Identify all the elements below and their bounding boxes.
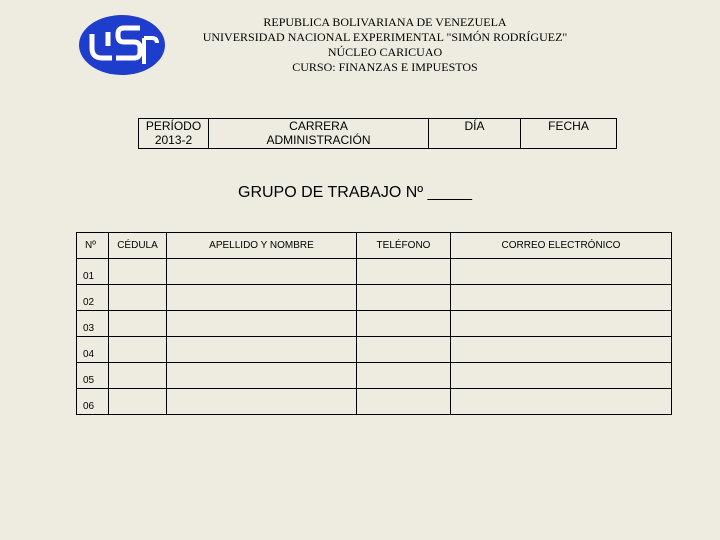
header-line-2: UNIVERSIDAD NACIONAL EXPERIMENTAL "SIMÓN RODRÍGUEZ" <box>202 30 568 44</box>
table-row <box>77 285 672 311</box>
apellido-nombre-cell[interactable] <box>167 285 357 311</box>
table-row <box>77 363 672 389</box>
header-line-4: CURSO: FINANZAS E IMPUESTOS <box>292 60 478 74</box>
correo-cell[interactable] <box>451 259 672 285</box>
row-number: 06 <box>77 389 109 415</box>
periodo-value: 2013-2 <box>154 133 193 147</box>
column-header-telefono: TELÉFONO <box>357 233 451 259</box>
cedula-cell[interactable] <box>109 285 167 311</box>
table-row <box>77 389 672 415</box>
telefono-cell[interactable] <box>357 363 451 389</box>
row-number: 03 <box>77 311 109 337</box>
cedula-cell[interactable] <box>109 311 167 337</box>
cedula-cell[interactable] <box>109 363 167 389</box>
periodo-cell <box>139 119 209 149</box>
row-number: 02 <box>77 285 109 311</box>
course-info-table <box>138 118 617 149</box>
apellido-nombre-cell[interactable] <box>167 259 357 285</box>
header-line-3: NÚCLEO CARICUAO <box>327 45 443 59</box>
telefono-cell[interactable] <box>357 389 451 415</box>
row-number: 04 <box>77 337 109 363</box>
correo-cell[interactable] <box>451 285 672 311</box>
apellido-nombre-cell[interactable] <box>167 389 357 415</box>
header-line-1: REPUBLICA BOLIVARIANA DE VENEZUELA <box>263 15 507 29</box>
column-header-correo: CORREO ELECTRÓNICO <box>451 233 672 259</box>
fecha-label: FECHA <box>548 119 589 133</box>
correo-cell[interactable] <box>451 337 672 363</box>
cedula-cell[interactable] <box>109 259 167 285</box>
dia-label: DÍA <box>464 119 485 133</box>
column-header-cedula: CÉDULA <box>109 233 167 259</box>
correo-cell[interactable] <box>451 389 672 415</box>
periodo-label: PERÍODO <box>145 119 202 133</box>
telefono-cell[interactable] <box>357 337 451 363</box>
table-row <box>77 259 672 285</box>
apellido-nombre-cell[interactable] <box>167 363 357 389</box>
carrera-cell <box>209 119 429 149</box>
document-header <box>160 15 610 75</box>
apellido-nombre-cell[interactable] <box>167 337 357 363</box>
table-row <box>77 311 672 337</box>
telefono-cell[interactable] <box>357 311 451 337</box>
table-row <box>77 337 672 363</box>
row-number: 01 <box>77 259 109 285</box>
column-header-apellido-nombre: APELLIDO Y NOMBRE <box>167 233 357 259</box>
fecha-cell[interactable] <box>521 119 617 149</box>
row-number: 05 <box>77 363 109 389</box>
cedula-cell[interactable] <box>109 337 167 363</box>
group-title: GRUPO DE TRABAJO Nº _____ <box>238 184 473 201</box>
roster-header-row <box>77 233 672 259</box>
column-header-numero: Nº <box>77 233 109 259</box>
carrera-value: ADMINISTRACIÓN <box>266 133 371 147</box>
correo-cell[interactable] <box>451 363 672 389</box>
apellido-nombre-cell[interactable] <box>167 311 357 337</box>
carrera-label: CARRERA <box>289 119 348 133</box>
dia-cell[interactable] <box>429 119 521 149</box>
correo-cell[interactable] <box>451 311 672 337</box>
roster-table <box>76 232 672 415</box>
cedula-cell[interactable] <box>109 389 167 415</box>
telefono-cell[interactable] <box>357 285 451 311</box>
usr-university-logo <box>78 14 166 76</box>
telefono-cell[interactable] <box>357 259 451 285</box>
